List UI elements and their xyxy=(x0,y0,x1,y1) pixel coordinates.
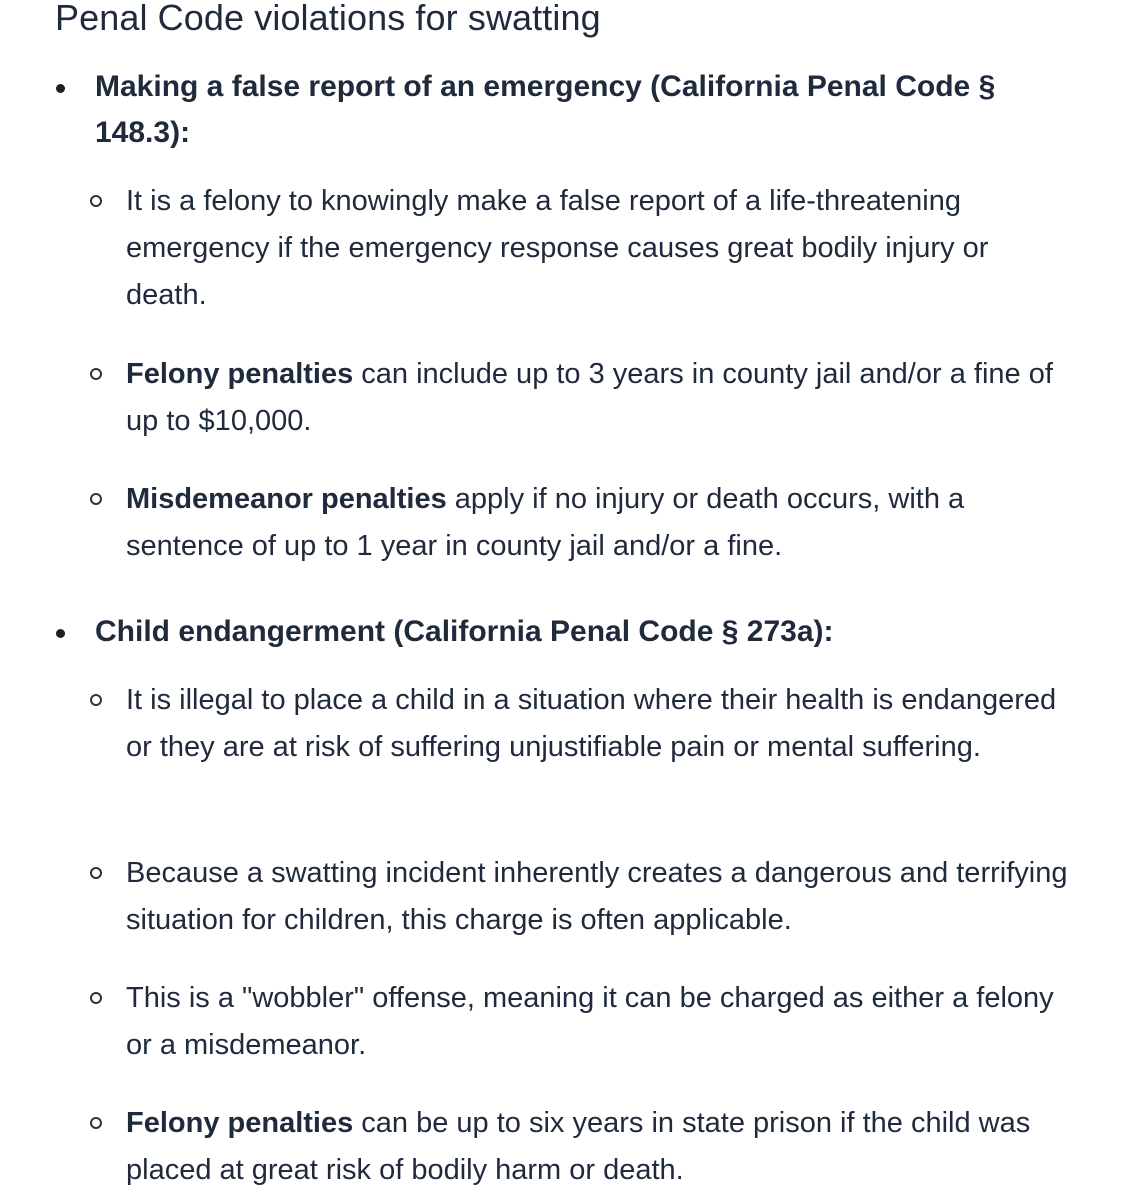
bullet-dot-icon xyxy=(56,84,65,93)
hollow-bullet-icon xyxy=(90,368,102,380)
section-heading: Penal Code violations for swatting xyxy=(55,0,601,38)
hollow-bullet-icon xyxy=(90,694,102,706)
list-item-text: It is illegal to place a child in a situation where their health is endangered or they are at risk of suffering unjustifiable pain or mental suffering. xyxy=(126,684,1057,763)
hollow-bullet-icon xyxy=(90,195,102,207)
list-item-text: Because a swatting incident inherently creates a dangerous and terrifying situation for children, this charge is often applicable. xyxy=(126,857,1068,936)
list-item-text: It is a felony to knowingly make a false report of a life-threatening emergency if the emergency response causes great bodily injury or death. xyxy=(126,185,989,311)
bullet-dot-icon xyxy=(56,629,65,638)
hollow-bullet-icon xyxy=(90,992,102,1004)
hollow-bullet-icon xyxy=(90,493,102,505)
list-item-text: Misdemeanor penalties apply if no injury or death occurs, with a sentence of up to 1 year in county jail and/or a fine. xyxy=(126,483,965,562)
section-title: Making a false report of an emergency (California Penal Code § 148.3): xyxy=(95,70,996,149)
hollow-bullet-icon xyxy=(90,1117,102,1129)
list-item-text: This is a "wobbler" offense, meaning it can be charged as either a felony or a misdemeanor. xyxy=(126,982,1054,1061)
section-title: Child endangerment (California Penal Code § 273a): xyxy=(95,615,834,648)
list-item-text: Felony penalties can include up to 3 years in county jail and/or a fine of up to $10,000. xyxy=(126,358,1053,437)
hollow-bullet-icon xyxy=(90,867,102,879)
list-item-text: Felony penalties can be up to six years in state prison if the child was placed at great risk of bodily harm or death. xyxy=(126,1107,1031,1186)
